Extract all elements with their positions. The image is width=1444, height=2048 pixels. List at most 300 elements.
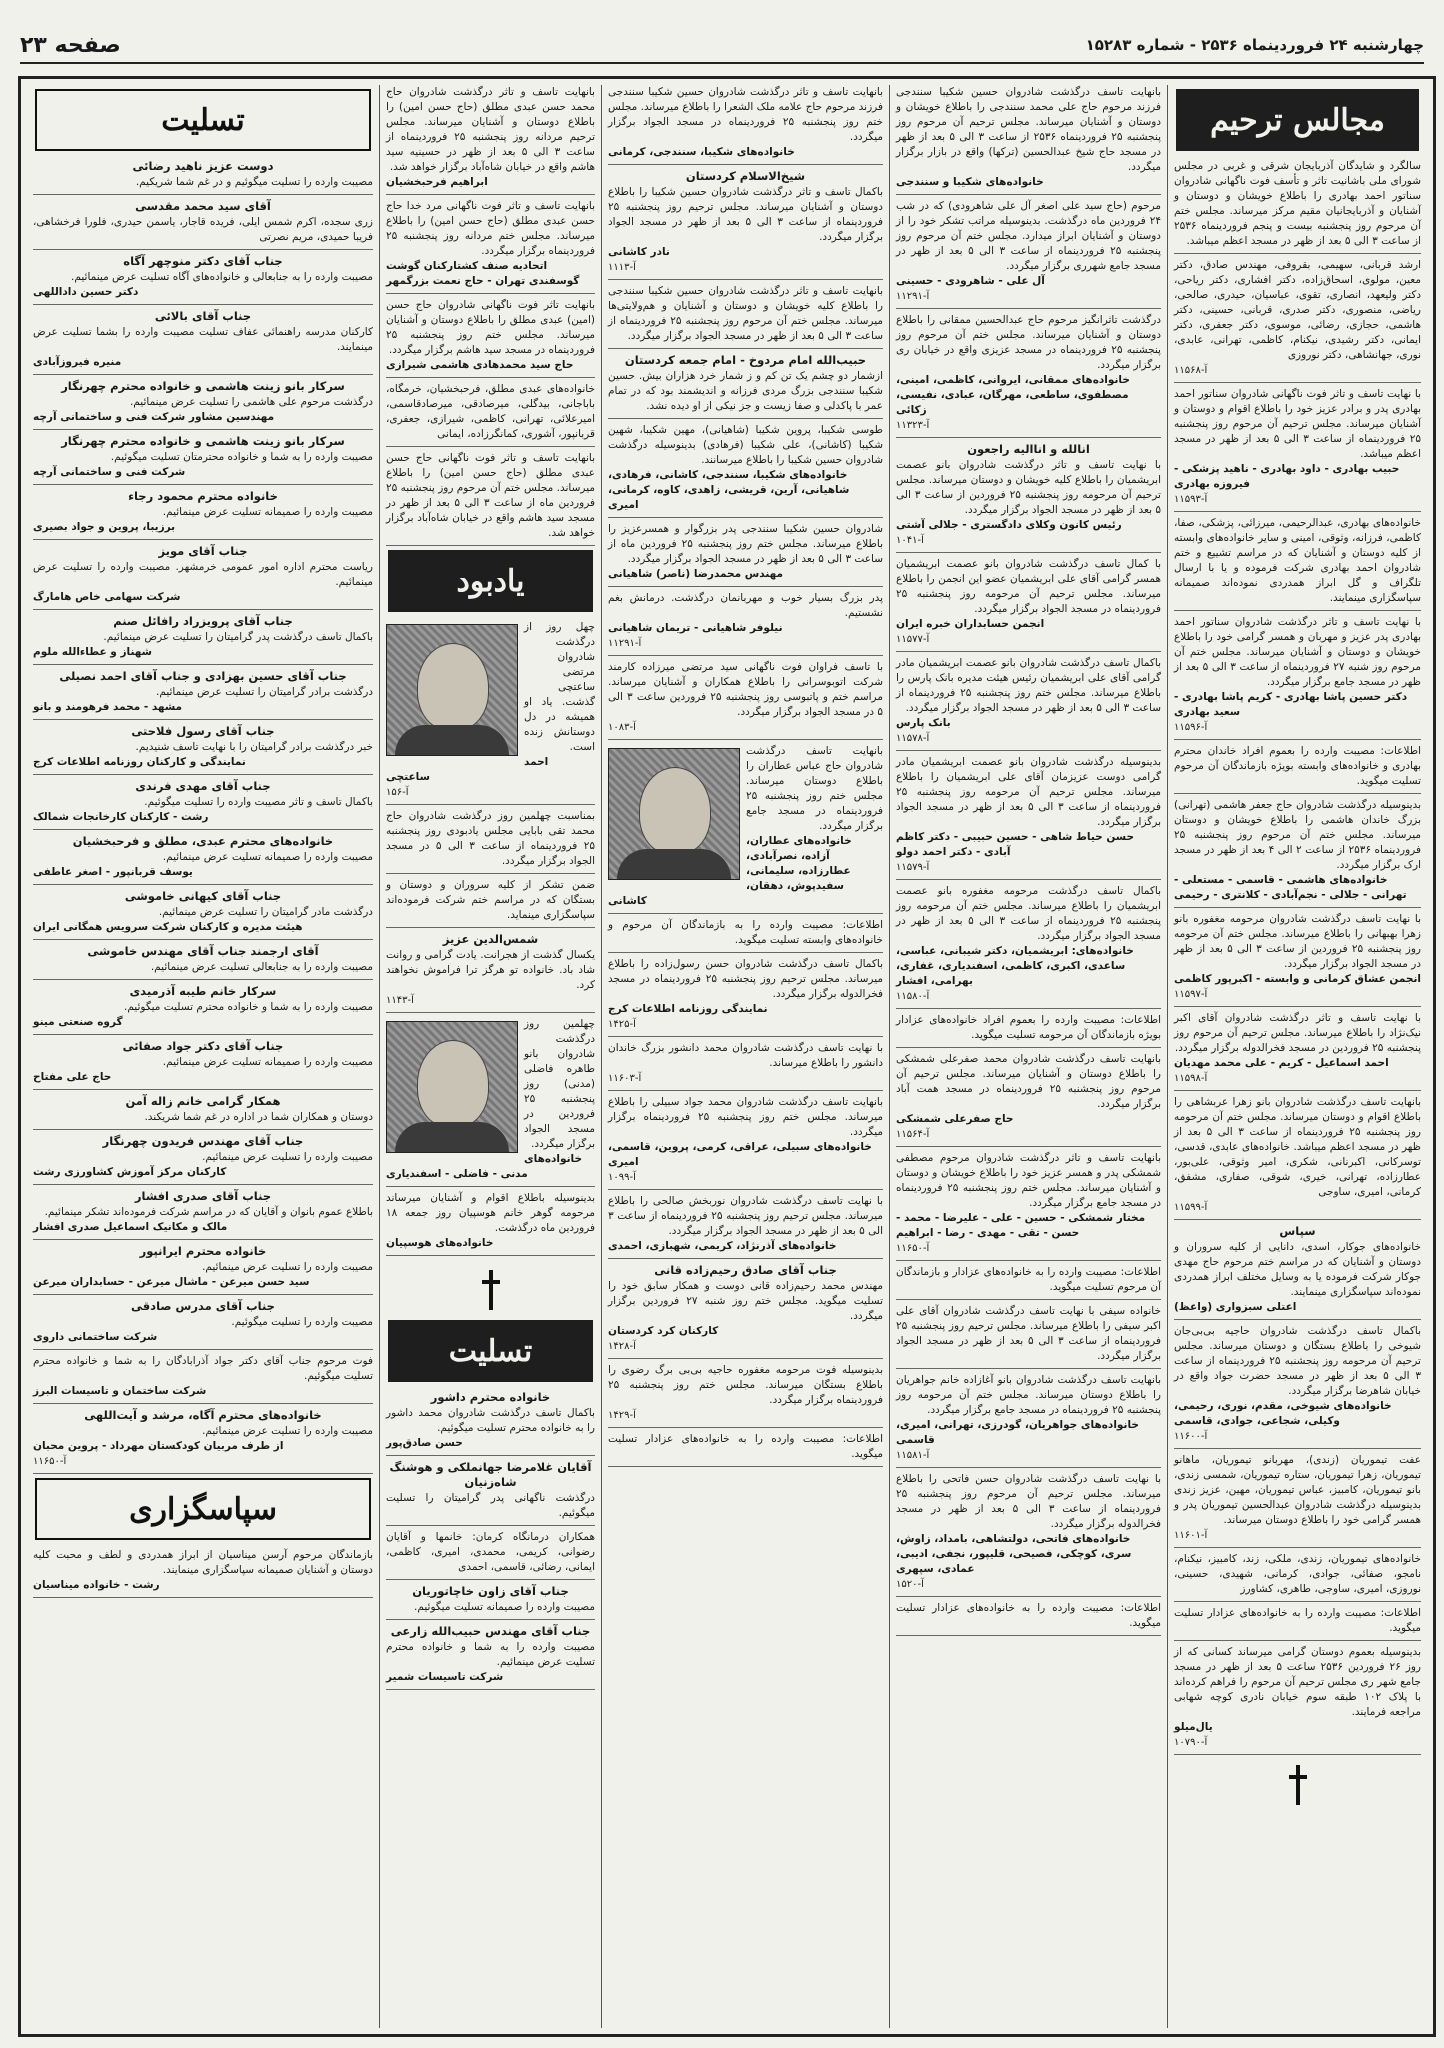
notice-body: بانهایت تاسف و تاثر درگذشت شادروان حسین شکیبا سنندجی را باطلاع کلیه خویشان و دوستان و آشنایان و هم‌ولایتی‌ها میرساند. مجلس ختم آن مرحوم روز پنجشنبه ۲۵ فروردینماه از ساعت ۳ الی ۵ بعد از ظهر در مسجد الجواد برگزار میگردد. <box>608 285 883 342</box>
notice-body: بانهایت تاسف درگذشت شادروان محمد جواد سبیلی را باطلاع میرساند. مجلس ختم روز پنجشنبه ۲۵ فروردینماه برگزار میگردد. <box>608 1096 883 1138</box>
notice-signature: رئیس کانون وکلای دادگستری - جلالی آشتی <box>896 519 1122 531</box>
notice-signature: رشت - کارکنان کارخانجات شمالک <box>33 811 209 823</box>
notice-body: درگذشت ناگهانی پدر گرامیتان را تسلیت میگوئیم. <box>386 1492 595 1519</box>
notice <box>33 489 373 540</box>
notice <box>33 779 373 830</box>
banner-majales: مجالس ترحیم <box>1176 89 1419 151</box>
notice-signature: گروه صنعتی مینو <box>33 1016 123 1028</box>
notice <box>386 85 595 195</box>
notice <box>608 169 883 280</box>
notice-body: مصیبت وارده را به جنابعالی تسلیت عرض مینمائیم. <box>150 961 373 973</box>
yadbood-photo-2 <box>386 1021 518 1153</box>
notice-body: دوستان و همکاران شما در اداره در غم شما شریکند. <box>144 1111 373 1123</box>
notice <box>896 884 1161 1009</box>
notice-body: درگذشت مادر گرامیتان را تسلیت عرض مینمائیم. <box>158 906 373 918</box>
notice <box>33 1244 373 1295</box>
notice <box>608 522 883 587</box>
notice-body: بانهایت تاسف درگذشت شادروان محمد صفرعلی شمشکی را باطلاع دوستان و آشنایان میرساند. مجلس ترحیم آن مرحوم روز پنجشنبه ۲۵ فروردینماه در مسجد همت آباد برگزار میگردد. <box>896 1053 1162 1110</box>
notice-signature: یال‌میلو <box>1174 1721 1213 1733</box>
notice-body: مصیبت وارده را تسلیت عرض مینمائیم. <box>202 1425 373 1437</box>
notice-body: خانواده‌های تیموریان، زندی، ملکی، زند، کامبیز، نیکنام، نامجو، صفائی، جوادی، کرمانی، شهیدی، حسینی، نوروزی، امیری، ساوجی، طاهری، کشاورز <box>1174 1553 1421 1595</box>
notice-code: آ-۱۴۲۹ <box>608 1410 636 1421</box>
notice-code: آ-۱۱۵۷۹ <box>896 862 930 873</box>
notice-code: آ-۱۱۵۹۳ <box>1174 494 1208 505</box>
photo-face <box>417 643 489 731</box>
notice-signature: مشهد - محمد فرهومند و بانو <box>33 701 183 713</box>
notice-title: همکار گرامی خانم زاله آمن <box>125 1094 281 1108</box>
notice-title: جناب آقای مهندس فریدون چهرنگار <box>102 1134 304 1148</box>
notice-signature: حبیب بهادری - داود بهادری - ناهید پزشکی - فیروزه بهادری <box>1174 463 1400 490</box>
notice <box>386 298 595 378</box>
notice-signature: خانواده‌های سبیلی، عراقی، کرمی، پروین، قاسمی، امیری <box>608 1141 872 1168</box>
notice-code: آ-۱۱۶۵۰ <box>33 1456 67 1467</box>
notice <box>896 1601 1161 1636</box>
notice-code: آ-۱۱۶۵۰ <box>896 1243 930 1254</box>
notice-title: جناب آقای زاون خاچاتوریان <box>412 1584 569 1598</box>
notice-body: شادروان حسین شکیبا سنندجی پدر بزرگوار و همسرعزیز را باطلاع میرساند. مجلس ختم روز پنجشنبه ۲۵ فروردین ماه از ساعت ۳ الی ۵ بعد از ظهر در مسجد الجواد برگزار میگردد. <box>608 523 884 565</box>
notice-body: مرحوم (حاج سید علی اصغر آل علی شاهرودی) که در شب ۲۴ فروردین ماه درگذشت. بدینوسیله مراتب تشکر خود را از دوستان و آشنایان ابراز میدارد. مجلس ختم آن مرحوم روز پنجشنبه ۲۵ فروردینماه از ساعت ۳ الی ۵ بعد از ظهر در مسجد جامع شهرری برگزار میگردد. <box>896 200 1162 272</box>
notice-body: ازشمار دو چشم یک تن کم و ز شمار خرد هزاران بیش. حسین شکیبا سنندجی بزرگ مردی فرزانه و اندیشمند بود که در تمام عمر با پاکدلی و صفا زیست و جز نیکی از او دیده نشد. <box>608 370 883 412</box>
notice-signature: بانک پارس <box>896 717 951 729</box>
notice <box>608 353 883 419</box>
notice-body: بانهایت تاسف و تاثر فوت ناگهانی مرد خدا حاج حسن عبدی مطلق (حاج حسن امین) را باطلاع میرساند. مجلس ختم مردانه روز پنجشنبه ۲۵ فروردینماه برگزار میگردد. <box>386 200 595 257</box>
notice-code: آ-۱۱۱۳ <box>608 262 636 273</box>
notice-title: جناب آقای پرویزراد رافائل صنم <box>113 614 293 628</box>
notice <box>1174 387 1421 512</box>
notice-signature: از طرف مربیان کودکستان مهرداد - پروین محبان <box>33 1440 284 1452</box>
notice <box>1174 1224 1421 1320</box>
notice <box>896 1151 1161 1261</box>
notice-title: سرکار بانو زینت هاشمی و خانواده محترم چهرنگار <box>61 434 345 448</box>
notice-title: شمس‌الدین عزیز <box>442 932 539 946</box>
notice <box>608 1263 883 1359</box>
notice-title: جناب آقای رسول فلاحتی <box>131 724 275 738</box>
notice-title: شیخ‌الاسلام کردستان <box>685 169 806 183</box>
notice-title: سرکار بانو زینت هاشمی و خانواده محترم چهرنگار <box>61 379 345 393</box>
notice-signature: انجمن حسابداران خبره ایران <box>896 618 1045 630</box>
column-4-notices-bottom <box>386 1390 595 1690</box>
notice-signature: خانواده‌های شکیبا، سنندجی، کاشانی، فرهادی، شاهیانی، آرین، قریشی، زاهدی، کاوه، کرمانی، امیری <box>608 469 850 511</box>
notice-signature: خانواده‌های شکیبا و سنندجی <box>896 176 1044 188</box>
notice <box>608 660 883 740</box>
notice-body: بازماندگان مرحوم آرسن میناسیان از ابراز همدردی و لطف و محبت کلیه دوستان و آشنایان صمیمانه سپاسگزاری مینمایند. <box>33 1549 373 1576</box>
notice-signature: مهندس محمدرضا (ناصر) شاهیانی <box>608 568 784 580</box>
notice <box>896 755 1161 880</box>
notice-signature: خانواده‌های جواهریان، گودرزی، تهرانی، امیری، قاسمی <box>896 1419 1139 1446</box>
notice <box>33 834 373 885</box>
notice-body: خبر درگذشت برادر گرامیتان را با نهایت تاسف شنیدیم. <box>135 741 373 753</box>
notice-body: درگذشت برادر گرامیتان را تسلیت عرض مینمائیم. <box>156 686 373 698</box>
column-3-notices-top <box>608 85 883 740</box>
notice-signature: سید حسن میرعن - ماشال میرعن - حسابداران میرعن <box>33 1276 310 1288</box>
notice-body: خانواده‌های بهادری، عبدالرحیمی، میرزائی، پزشکی، صفا، کاظمی، فرزانه، وثوقی، امینی و سایر خانواده‌های وابسته از کلیه دوستان و آشنایان که در مراسم تشییع و ختم شادروان احمد بهادری شرکت فرموده و یا با ارسال تلگراف و گل ابراز همدردی نموده‌اند صمیمانه سپاسگزاری مینمایند. <box>1174 517 1421 604</box>
notice-body: بانهایت تاسف و تاثر درگذشت شادروان حاج محمد حسن عبدی مطلق (حاج حسن امین) را باطلاع دوستان و آشنایان میرساند. مجلس ترحیم مردانه روز پنجشنبه ۲۵ فروردینماه از ساعت ۳ الی ۵ بعد از ظهر در حسینیه سید هاشم واقع در خیابان شاه‌آباد برگزار خواهد شد. <box>386 86 595 173</box>
notice-code: آ-۱۱۶۰۰ <box>1174 1431 1208 1442</box>
notice-signature: کارکنان کرد کردستان <box>608 1325 719 1337</box>
notice-code: آ-۱۱۵۹۶ <box>1174 722 1208 733</box>
notice-body: بانهایت تاسف درگذشت شادروان بانو آغازاده خانم جواهریان را باطلاع دوستان میرساند. مجلس ختم آن مرحومه روز پنجشنبه ۲۵ فروردینماه در مسجد جامع برگزار میگردد. <box>896 1374 1161 1416</box>
notice-code: آ-۱۱۵۹۷ <box>1174 989 1208 1000</box>
notice-title: خانواده‌های محترم آگاه، مرشد و آیت‌اللهی <box>84 1408 322 1422</box>
notice <box>33 614 373 665</box>
notice <box>33 1408 373 1474</box>
notice <box>33 309 373 375</box>
notice-title: دوست عزیز ناهید رضائی <box>132 159 274 173</box>
notice-signature: شرکت ساختمانی داروی <box>33 1331 158 1343</box>
notice-signature: مالک و مکانیک اسماعیل صدری افشار <box>33 1221 228 1233</box>
notice-body: بانهایت تاثر فوت ناگهانی شادروان حاج حسن (امین) عبدی مطلق را باطلاع دوستان و آشنایان میرساند. مجلس ختم روز پنجشنبه ۲۵ فروردینماه در مسجد سید هاشم برگزار میگردد. <box>386 299 595 356</box>
notice-body: باکمال تاسف درگذشت مرحومه مغفوره بانو عصمت ابریشمیان را باطلاع میرساند. مجلس ختم آن مرحومه روز پنجشنبه ۲۵ فروردینماه از ساعت ۳ الی ۵ بعد از ظهر در مسجد الجواد برگزار میگردد. <box>896 885 1162 942</box>
notice-body: اطلاعات: مصیبت وارده را به خانواده‌های عزادار و بازماندگان آن مرحوم تسلیت میگوید. <box>896 1266 1161 1293</box>
notice <box>33 1039 373 1090</box>
notice-signature: خانواده‌های آذرنژاد، کریمی، شهبازی، احمدی <box>608 1240 837 1252</box>
notice-title: جناب آقای مدرس صادقی <box>131 1299 275 1313</box>
notice-body: ارشد قربانی، سهیمی، بقروفی، مهندس صادق، دکتر معین، مولوی، اسحاق‌زاده، دکتر افشاری، دکتر ریاحی، دکتر ولیعهد، انصاری، تقوی، عباسیان، حیدری، صالحی، ریاضی، منصوری، دکتر صدری، قربانی، حسینی، دکتر هاشمی، حجازی، رضائی، موسوی، دکتر جعفری، دکتر ایمانی، دکتر رشیدی، نیکنام، کاظمی، تهرانی، عابدی، نوری، جهانشاهی، دکتر نوروزی <box>1174 259 1421 361</box>
notice <box>896 557 1161 652</box>
notice <box>33 254 373 305</box>
notice-signature: خانواده‌های شیوخی، مقدم، نوری، رحیمی، وکیلی، شجاعی، جوادی، قاسمی <box>1174 1400 1392 1427</box>
portrait-photo <box>608 748 740 880</box>
notice-body: باکمال تاسف درگذشت پدر گرامیتان را تسلیت عرض مینمائیم. <box>103 631 373 643</box>
notice <box>386 1624 595 1690</box>
notice <box>1174 258 1421 383</box>
notice <box>896 1265 1161 1300</box>
notice-body: بانهایت تاسف و تاثر درگذشت شادروان مرحوم مصطفی شمشکی پدر و همسر عزیز خود را باطلاع خویشان و دوستان و آشنایان میرساند. مجلس ختم روز پنجشنبه ۲۵ فروردینماه در مسجد جامع برگزار میگردد. <box>896 1152 1161 1209</box>
notice-body: بدینوسیله باطلاع اقوام و آشنایان میرساند مرحومه گوهر خانم هوسپیان روز جمعه ۱۸ فروردین ماه درگذشت. <box>386 1192 595 1234</box>
notice-body: مصیبت وارده را صمیمانه تسلیت عرض مینمائیم. <box>162 1056 373 1068</box>
notice-body: باکمال تاسف درگذشت شادروان حاجیه بی‌بی‌جان شیوخی را باطلاع بستگان و دوستان میرساند. مجلس ترحیم آن مرحومه روز پنجشنبه ۲۵ فروردینماه از ساعت ۳ الی ۵ بعد از ظهر در مسجد حضرت جواد واقع در خیابان شاهرضا برگزار میگردد. <box>1174 1325 1421 1397</box>
notice <box>33 544 373 610</box>
notice-body: بدینوسیله بعموم دوستان گرامی میرساند کسانی که از روز ۲۶ فروردین ۲۵۳۶ ساعت ۵ بعد از ظهر در مسجد جامع شهر ری مجلس ترحیم آن مرحوم را فراهم کرده‌اند با پلاک ۱۰۲ طبقه سوم خیابان نادری کوچه شهابی مراجعه فرمایند. <box>1174 1646 1421 1718</box>
notice-signature: خانواده‌های هاشمی - قاسمی - مستعلی - تهرانی - جلالی - نجم‌آبادی - کلانتری - رحیمی <box>1174 874 1407 901</box>
notice-code: آ-۱۰۸۳ <box>608 722 636 733</box>
notice <box>33 724 373 775</box>
notice <box>1174 1324 1421 1449</box>
notice-title: جناب آقای صدری افشار <box>134 1189 272 1203</box>
notice <box>386 809 595 874</box>
notice-body: خانواده‌های عبدی مطلق، فرحبخشیان، خرمگاه، باباجانی، بیدگلی، میرصادقی، میرصادقاسمی، امیرعلائی، تهرانی، کاظمی، شیرازی، جعفری، قربانپور، آشوری، کمانگرزاده، ایمانی <box>386 383 595 440</box>
notice <box>386 932 595 1013</box>
notice-title: جناب آقای بالائی <box>154 309 252 323</box>
notice-signature: حاج علی مفتاح <box>33 1071 112 1083</box>
notice-title: خانواده‌های محترم عبدی، مطلق و فرحبخشیان <box>72 834 334 848</box>
notice <box>608 1363 883 1428</box>
notice <box>1174 744 1421 794</box>
notice-body: بدینوسیله درگذشت شادروان حاج جعفر هاشمی (تهرانی) بزرگ خاندان هاشمی را باطلاع خویشان و دوستان میرساند. مجلس ختم آن مرحوم روز پنجشنبه ۲۵ فروردینماه ۲۵۳۶ از ساعت ۲ الی ۴ بعد از ظهر در مسجد ارک برگزار میگردد. <box>1174 799 1421 871</box>
notice-signature: نمایندگی و کارکنان روزنامه اطلاعات کرج <box>33 756 246 768</box>
column-5-notices-bottom <box>33 1548 373 1598</box>
notice-signature: ابراهیم فرحبخشیان <box>386 176 488 188</box>
notice-body: اطلاعات: مصیبت وارده را به خانواده‌های عزادار تسلیت میگوید. <box>608 1433 883 1460</box>
notice <box>896 199 1161 309</box>
notice-body: باکمال تاسف و تاثر مصیبت وارده را تسلیت میگوئیم. <box>144 796 373 808</box>
notice-signature: شرکت فنی و ساختمانی آرچه <box>33 466 186 478</box>
notice <box>33 944 373 980</box>
notice-body: بانهایت تاسف درگذشت شادروان حاج عباس عطاران را باطلاع دوستان میرساند. مجلس ختم روز پنجشنبه ۲۵ فروردینماه در مسجد جامع برگزار میگردد. <box>746 745 883 832</box>
notice-signature: احمد اسماعیل - کریم - علی محمد مهدیان <box>1174 1057 1389 1069</box>
notice-body: اطلاعات: مصیبت وارده را به بازماندگان آن مرحوم و خانواده‌های وابسته تسلیت میگوید. <box>608 919 883 946</box>
notice-signature: نیلوفر شاهیانی - تریمان شاهیانی <box>608 622 783 634</box>
banner-tasliat-top: تسلیت <box>35 89 371 151</box>
notice-title: آقایان غلامرضا جهانملکی و هوشنگ شاه‌زنیان <box>389 1460 592 1489</box>
yadbood-photo-1 <box>386 624 518 756</box>
notice-signature: مهندسین مشاور شرکت فنی و ساختمانی آرچه <box>33 411 275 423</box>
notice <box>33 1354 373 1404</box>
notice-code: آ-۱۱۶۰۳ <box>608 1073 642 1084</box>
notice-body: مصیبت وارده را به شما و خانواده محترم تسلیت عرض مینمائیم. <box>386 1641 595 1668</box>
notice-title: جناب آقای دکتر جواد صفائی <box>122 1039 284 1053</box>
notice-body: درگذشت مرحوم علی هاشمی را تسلیت عرض مینمائیم. <box>129 396 373 408</box>
notice <box>608 1432 883 1467</box>
notice-signature: خانواده‌های شکیبا، سنندجی، کرمانی <box>608 146 795 158</box>
notice <box>608 1041 883 1091</box>
page-header <box>20 28 1424 64</box>
notice-body: باکمال تاسف و تاثر درگذشت شادروان حسین شکیبا را باطلاع دوستان و آشنایان میرساند. مجلس ترحیم روز پنجشنبه ۲۵ فروردینماه از ساعت ۳ الی ۵ بعد از ظهر در مسجد الجواد برگزار میگردد. <box>608 186 883 243</box>
notice <box>608 1095 883 1190</box>
notice-body: چهلمین روز درگذشت شادروان بانو طاهره فاضلی (مدنی) روز پنجشنبه ۲۵ فروردین در مسجد الجواد برگزار میگردد. <box>524 1018 595 1150</box>
notice-code: آ-۱۱۵۶۴ <box>896 1129 930 1140</box>
notice <box>386 1191 595 1256</box>
notice <box>1174 912 1421 1007</box>
notice <box>33 379 373 430</box>
notice-body: اطلاعات: مصیبت وارده را به خانواده‌های عزادار تسلیت میگوید. <box>1174 1607 1421 1634</box>
banner-sepasgozari: سپاسگزاری <box>35 1478 371 1540</box>
page-number: صفحه ۲۳ <box>20 32 121 58</box>
notice <box>1174 798 1421 908</box>
notice-code: آ-۱۱۵۶۸ <box>1174 365 1208 376</box>
notice-code: آ-۱۱۵۸۰ <box>896 991 930 1002</box>
notice-body: بانهایت تاسف درگذشت شادروان حسین شکیبا سنندجی فرزند مرحوم حاج علی محمد سنندجی را باطلاع خویشان و دوستان و آشنایان میرساند. مجلس ترحیم آن مرحوم روز پنجشنبه ۲۵ فروردینماه ۲۵۳۶ از ساعت ۳ الی ۵ بعد از ظهر در مسجد حاج شیخ عبدالحسین (ترکها) واقع در بازار برگزار میگردد. <box>896 86 1162 173</box>
notice-body: همکاران درمانگاه کرمان: خانمها و آقایان رضوانی، کریمی، محمدی، امیری، کاظمی، ایمانی، رضائی، قاسمی، احمدی <box>386 1531 595 1573</box>
notice <box>896 1304 1161 1369</box>
notice-signature: شرکت سهامی خاص هامارگ <box>33 591 181 603</box>
notice-signature: برزیبا، پروین و جواد بصیری <box>33 521 176 533</box>
notice-body: پدر بزرگ بسیار خوب و مهربانمان درگذشت. درمانش بغم نشستیم. <box>608 592 883 619</box>
notice-code: آ-۱۱۵۹۸ <box>1174 1073 1208 1084</box>
notice-signature: شرکت تاسیسات شمیر <box>386 1671 504 1683</box>
notice-signature: خانواده‌های مدنی - فاضلی - اسفندیاری <box>386 1153 583 1180</box>
column-2 <box>889 85 1167 2028</box>
notice <box>386 451 595 546</box>
cross-icon <box>1289 1765 1307 1805</box>
notice-body: چهل روز از درگذشت شادروان مرتضی ساعتچی گذشت. یاد او همیشه در دل دوستانش زنده است. <box>524 621 595 753</box>
notice-signature: خانواده‌های: ابریشمیان، دکتر شیبانی، عباسی، ساعدی، اکبری، کاظمی، اسفندیاری، غفاری، بهرامی، افشار <box>896 945 1134 987</box>
notice-code: آ-۱۰۹۹ <box>608 1172 636 1183</box>
notice-body: مصیبت وارده را تسلیت عرض مینمائیم. <box>202 1261 373 1273</box>
notice-title: سرکار خانم طیبه آذرمیدی <box>129 984 277 998</box>
notice-title: جناب آقای صادق رحیم‌زاده قانی <box>654 1263 837 1277</box>
banner-yadbood: یادبود <box>388 550 593 612</box>
notice <box>896 1052 1161 1147</box>
notice-code: آ-۱۰۴۱ <box>896 535 924 546</box>
notice-body: طوسی شکیبا، پروین شکیبا (شاهیانی)، مهین شکیبا، شهین شکیبا (کاشانی)، علی شکیبا (فرهادی) بدینوسیله درگذشت شادروان حسین شکیبا را باطلاع میرسانند. <box>608 424 883 466</box>
notice-body: خانواده سیفی با نهایت تاسف درگذشت شادروان آقای علی اکبر سیفی را باطلاع میرساند. مجلس ترحیم روز پنجشنبه ۲۵ فروردینماه از ساعت ۳ الی ۵ بعد از ظهر در مسجد الجواد برگزار میگردد. <box>896 1305 1161 1362</box>
notice-body: بانهایت تاسف و تاثر درگذشت شادروان حسین شکیبا سنندجی فرزند مرحوم حاج علامه ملک الشعرا را باطلاع میرساند. مجلس ختم روز پنجشنبه ۲۵ فروردینماه در مسجد الجواد برگزار میگردد. <box>608 86 883 143</box>
notice-body: با نهایت تاسف درگذشت شادروان مرحومه مغفوره بانو زهرا بهبهانی را باطلاع میرساند. مجلس ختم آن مرحومه روز پنجشنبه ۲۵ فروردین از ساعت ۳ الی ۵ بعد از ظهر در مسجد الجواد برگزار میگردد. <box>1174 913 1421 970</box>
notice <box>608 591 883 656</box>
notice <box>33 434 373 485</box>
notice-body: اطلاعات: مصیبت وارده را بعموم افراد خانواده‌های عزادار بویژه بازماندگان آن مرحومه تسلیت میگوید. <box>896 1014 1161 1041</box>
notice-title: جناب آقای مویز <box>158 544 248 558</box>
notice <box>1174 615 1421 740</box>
notice <box>386 1460 595 1526</box>
notice-body: اطلاعات: مصیبت وارده را بعموم افراد خاندان محترم بهادری و خانواده‌های وابسته بویژه بازماندگان آن مرحوم تسلیت میگوید. <box>1174 745 1421 787</box>
notice-body: بانهایت تاسف درگذشت شادروان بانو زهرا عربشاهی را باطلاع اقوام و دوستان میرساند. مجلس ختم آن مرحومه روز پنجشنبه ۲۵ فروردینماه از ساعت ۳ الی ۵ بعد از ظهر در مسجد اعظم میباشد. خانواده‌های عابدی، قدسی، توسرکانی، اکبرنانی، شکری، امیر وثوقی، علی‌بور، عطارزاده، تهرانی، خیری، شوقی، صفاری، مشفق، کرمانی، امیری، ساوجی <box>1174 1096 1422 1198</box>
notice-code: آ-۱۱۵۷۷ <box>896 634 930 645</box>
notice-code: آ-۱۱۵۸۱ <box>896 1450 930 1461</box>
notice-body: اطلاعات: مصیبت وارده را به خانواده‌های عزادار تسلیت میگوید. <box>896 1602 1161 1629</box>
notice-code: آ-۱۴۲۸ <box>608 1341 636 1352</box>
notice-signature: رشت - خانواده میناسیان <box>33 1579 160 1591</box>
notice <box>386 878 595 928</box>
cross-icon <box>482 1270 500 1310</box>
newspaper-page <box>18 76 1436 2037</box>
notice-body: باطلاع عموم بانوان و آقایان که در مراسم شرکت فرموده‌اند تشکر مینمائیم. <box>44 1206 373 1218</box>
notice-code: آ-۱۱۲۹۱ <box>608 638 642 649</box>
notice-signature: مختار شمشکی - حسین - علی - علیرضا - محمد - حسن - تقی - مهدی - رضا - ابراهیم <box>896 1212 1146 1239</box>
notice <box>608 284 883 349</box>
notice-body: فوت مرحوم جناب آقای دکتر جواد آذرابادگان را به شما و خانواده محترم تسلیت میگوئیم. <box>33 1355 373 1382</box>
notice-body: با نهایت تاسف درگذشت شادروان نوربخش صالحی را باطلاع میرساند. مجلس ترحیم روز پنجشنبه ۲۵ فروردینماه از ساعت ۳ الی ۵ بعد از ظهر در مسجد الجواد برگزار میگردد. <box>608 1195 884 1237</box>
notice-title: خانواده محترم محمود رجاء <box>128 489 278 503</box>
notice-body: درگذشت تاثرانگیز مرحوم حاج عبدالحسین ممقانی را باطلاع دوستان و آشنایان میرساند. مجلس ختم آن مرحوم روز پنجشنبه ۲۵ فروردینماه در مسجد عزیزی واقع در خیابان ری برگزار میگردد. <box>896 314 1161 371</box>
notice-signature: دکتر حسین پاشا بهادری - کریم پاشا بهادری - سعید بهادری <box>1174 691 1408 718</box>
notice-signature: خانواده‌های عطاران، آزاده، نصرآبادی، عطارزاده، سلیمانی، سفیدپوش، دهقان، کاشانی <box>608 835 852 907</box>
notice-title: خانواده محترم داشور <box>430 1390 551 1404</box>
column-4-notices-top <box>386 85 595 546</box>
notice-body: سالگرد و شایدگان آذربایجان شرقی و غربی در مجلس شورای ملی باشانیت تاثر و تأسف فوت ناگهانی شادروان سناتور احمد بهادری را باطلاع خویشان و دوستان و آشنایان و آذربایجانیان مقیم مرکز میرساند. مجلس ختم آن مرحوم روز پنجشنبه بیست و پنجم فروردینماه ۲۵۳۶ از ساعت ۳ الی ۵ بعد از ظهر در مسجد اعظم میباشد. <box>1174 160 1421 247</box>
notice-body: با نهایت تاسف درگذشت شادروان حسن فاتحی را باطلاع میرساند. مجلس ترحیم آن مرحوم روز پنجشنبه ۲۵ فروردینماه از ساعت ۳ الی ۵ بعد از ظهر در مسجد فخرالدوله برگزار میگردد. <box>896 1473 1161 1530</box>
notice-signature: حاج سید محمدهادی هاشمی شیرازی <box>386 359 574 371</box>
notice <box>608 918 883 953</box>
notice-body: باکمال تاسف درگذشت شادروان حسن رسول‌زاده را باطلاع میرساند. مجلس ترحیم روز پنجشنبه ۲۵ فروردینماه در مسجد فخرالدوله برگزار میگردد. <box>608 958 884 1000</box>
notice-signature: اتحادیه صنف کشتارکنان گوشت گوسفندی تهران - حاج نعمت بزرگمهر <box>386 260 580 287</box>
notice <box>33 889 373 940</box>
notice-body: زری سجده، اکرم شمس ایلی، فریده قاجار، یاسمن حیدری، فلورا فرخشاهی، فریبا حمیدی، مریم نصرتی <box>33 216 373 243</box>
notice <box>1174 1552 1421 1602</box>
notice <box>1174 159 1421 254</box>
notice-title: آقای سید محمد مقدسی <box>135 199 271 213</box>
notice-title: انالله و اناالیه راجعون <box>967 442 1090 456</box>
notice-signature: احمد ساعتچی <box>386 756 549 783</box>
notice-code: آ-۱۰۷۹۰ <box>1174 1737 1208 1748</box>
notice-body: مهندس محمد رحیم‌زاده قانی دوست و همکار سابق خود را تسلیت میگوید. مجلس ختم روز شنبه ۲۷ فروردین برگزار میگردد. <box>608 1280 883 1322</box>
notice-code: آ-۱۱۳۲۳ <box>896 420 930 431</box>
notice-signature: خانواده‌های فاتحی، دولتشاهی، بامداد، زاوش، سری، کوچکی، فصیحی، قلیپور، نجفی، ادیبی، عمادی، سپهری <box>896 1533 1132 1575</box>
photo-shoulders <box>617 849 731 879</box>
notice-body: مصیبت وارده را به شما و خانواده محترمتان تسلیت میگوئیم. <box>110 451 373 463</box>
notice-title: سپاس <box>1279 1224 1316 1238</box>
notice-body: بمناسبت چهلمین روز درگذشت شادروان حاج محمد تقی بابایی مجلس یادبودی روز پنجشنبه ۲۵ فروردینماه از ساعت ۳ الی ۵ در مسجد الجواد برگزار میگردد. <box>386 810 596 867</box>
notice-body: مصیبت وارده را به شما و خانواده محترم تسلیت میگوئیم. <box>123 1001 373 1013</box>
column-1 <box>1167 85 1427 2028</box>
notice <box>896 1373 1161 1468</box>
notice <box>33 1299 373 1350</box>
notice-title: جناب آقای کیهانی خاموشی <box>124 889 282 903</box>
notice-title: جناب آقای مهدی فرندی <box>135 779 271 793</box>
notice-signature: منیره فیروزآبادی <box>33 356 122 368</box>
notice-signature: شرکت ساختمان و تاسیسات البرز <box>33 1385 207 1397</box>
notice-body: ضمن تشکر از کلیه سروران و دوستان و بستگان که در مراسم ختم شرکت فرموده‌اند سپاسگزاری مینماید. <box>386 879 595 921</box>
notice <box>386 199 595 294</box>
notice <box>608 957 883 1037</box>
notice <box>33 159 373 195</box>
notice-body: با نهایت تاسف درگذشت شادروان محمد دانشور بزرگ خاندان دانشور را باطلاع میرساند. <box>608 1042 883 1069</box>
notice <box>386 1530 595 1580</box>
notice-body: مصیبت وارده را تسلیت میگوئیم و در غم شما شریکیم. <box>135 176 373 188</box>
notice-signature: دکتر حسین داداللهی <box>33 286 139 298</box>
notice-body: بانهایت تاسف و تاثر فوت ناگهانی حاج حسن عبدی مطلق (حاج حسن امین) را باطلاع میرساند. مجلس ختم آن مرحوم روز پنجشنبه ۲۵ فروردین ماه از ساعت ۳ الی ۵ بعد از ظهر در مسجد سید هاشم واقع در خیابان شاه‌آباد برگزار خواهد شد. <box>386 452 596 539</box>
notice-signature: خانواده‌های هوسپیان <box>386 1237 494 1249</box>
notice-code: آ-۱۵۶ <box>386 787 409 798</box>
notice-code: آ-۱۱۲۹۱ <box>896 291 930 302</box>
column-5 <box>27 85 379 2028</box>
notice <box>896 313 1161 438</box>
notice-body: مصیبت وارده را صمیمانه تسلیت عرض مینمائیم. <box>162 506 373 518</box>
notice <box>896 1013 1161 1048</box>
notice <box>896 442 1161 553</box>
notice-body: مصیبت وارده را به جنابعالی و خانواده‌های آگاه تسلیت عرض مینمائیم. <box>71 271 373 283</box>
issue-line: چهارشنبه ۲۴ فروردینماه ۲۵۳۶ - شماره ۱۵۲۸۳ <box>1085 36 1424 54</box>
notice-body: یکسال گذشت از هجرانت. یادت گرامی و روانت شاد باد. خانواده تو هرگز ترا فراموش نخواهند کرد. <box>386 949 595 991</box>
notice-signature: کارکنان مرکز آموزش کشاورزی رشت <box>33 1166 227 1178</box>
notice-code: آ-۱۴۲۵ <box>608 1019 636 1030</box>
notice <box>33 669 373 720</box>
notice-code: آ-۱۵۲۰ <box>896 1579 924 1590</box>
banner-tasliat-mid: تسلیت <box>388 1320 593 1382</box>
notice-body: عفت تیموریان (زندی)، مهربانو تیموریان، ماهانو تیموریان، زهرا تیموریان، ستاره تیموریان، شمسی زندی، بانو تیموریان، کامبیز، عباس تیموریان، مهین، عزیز زندی بدینوسیله درگذشت شادروان عبدالحسین تیموریان پدر و همسر گرامی خود را باطلاع دوستان میرساند. <box>1174 1454 1421 1526</box>
notice-body: با نهایت تاسف و تاثر فوت ناگهانی شادروان سناتور احمد بهادری پدر و برادر عزیز خود را باطلاع اقوام و دوستان و آشنایان میرساند. مجلس ترحیم آن مرحوم روز پنجشنبه ۲۵ فروردینماه از ساعت ۳ الی ۵ بعد از ظهر در مسجد اعظم میباشد. <box>1174 388 1421 460</box>
notice-title: حبیب‌الله امام مردوخ - امام جمعه کردستان <box>624 353 867 367</box>
notice <box>33 1548 373 1598</box>
notice-body: بدینوسیله درگذشت شادروان بانو عصمت ابریشمیان مادر گرامی دوست عزیزمان آقای علی ابریشمیان را باطلاع میرساند. مجلس ترحیم آن مرحومه روز پنجشنبه ۲۵ فروردینماه از ساعت ۳ الی ۵ بعد از ظهر در مسجد الجواد برگزار میگردد. <box>896 756 1161 828</box>
photo-face <box>639 767 711 855</box>
notice-body: با تاسف فراوان فوت ناگهانی سید مرتضی میرزاده کارمند شرکت اتوبوسرانی را باطلاع همکاران و آشنایان میرساند. مراسم ختم و پاتبوسی روز پنجشنبه ۲۵ فروردین ساعت ۳ الی ۵ در مسجد الجواد برگزار میگردد. <box>608 661 883 718</box>
notice-signature: حاج صفرعلی شمشکی <box>896 1113 1014 1125</box>
notice-title: آقای ارجمند جناب آقای مهندس خاموشی <box>87 944 319 958</box>
notice-body: بدینوسیله فوت مرحومه مغفوره حاجیه بی‌بی برگ رضوی را باطلاع بستگان میرساند. مجلس ختم روز پنجشنبه ۲۵ فروردینماه برگزار میگردد. <box>608 1364 883 1406</box>
notice-signature: انجمن عشاق کرمانی و وابسته - اکبرپور کاظمی <box>1173 973 1421 985</box>
notice-code: آ-۱۱۵۹۹ <box>1174 1202 1208 1213</box>
notice-body: مصیبت وارده را تسلیت عرض مینمائیم. <box>202 1151 373 1163</box>
notice-body: با کمال تاسف درگذشت شادروان بانو عصمت ابریشمیان همسر گرامی آقای علی ابریشمیان عضو این انجمن را باطلاع میرساند. مجلس ترحیم آن مرحومه روز پنجشنبه ۲۵ فروردینماه در مسجد الجواد برگزار میگردد. <box>896 558 1161 615</box>
column-1-notices <box>1174 159 1421 1755</box>
column-5-notices <box>33 159 373 1474</box>
notice <box>33 1189 373 1240</box>
notice <box>608 423 883 518</box>
notice <box>33 1134 373 1185</box>
notice-code: آ-۱۱۶۰۱ <box>1174 1530 1208 1541</box>
notice <box>386 1584 595 1620</box>
notice-body: مصیبت وارده را صمیمانه تسلیت عرض مینمائیم. <box>162 851 373 863</box>
notice-signature: هیئت مدیره و کارکنان شرکت سرویس همگانی ایران <box>33 921 303 933</box>
notice-signature: شهناز و عطاءالله ملوم <box>33 646 152 658</box>
notice-signature: خانواده‌های ممقانی، ایروانی، کاظمی، امینی، مصطفوی، ساطعی، مهرگان، عبادی، نفیسی، زکائی <box>896 374 1130 416</box>
notice-body: باکمال تاسف درگذشت شادروان محمد داشور را به خانواده محترم تسلیت میگوئیم. <box>386 1407 595 1434</box>
notice <box>1174 1011 1421 1091</box>
notice <box>608 1194 883 1259</box>
notice <box>1174 1095 1421 1220</box>
notice-body: با نهایت تاسف و تاثر درگذشت شادروان آقای اکبر نیک‌نژاد را باطلاع میرساند. مجلس ترحیم آن مرحوم روز پنجشنبه ۲۵ فروردین در مسجد فخرالدوله برگزار میگردد. <box>1174 1012 1421 1054</box>
notice-body: خانواده‌های جوکار، اسدی، دانایی از کلیه سروران و دوستان و آشنایان که در مراسم ختم مرحوم حاج مهدی جوکار شرکت فرموده یا به وسایل مختلف ابراز همدردی نموده‌اند سپاسگزاری مینمایند. <box>1174 1241 1421 1298</box>
notice-signature: اعتلی سبزواری (واعظ) <box>1174 1301 1297 1313</box>
photo-shoulders <box>395 725 509 755</box>
notice <box>33 984 373 1035</box>
notice <box>1174 1606 1421 1641</box>
notice-body: ریاست محترم اداره امور عمومی خرمشهر. مصیبت وارده را تسلیت عرض مینمائیم. <box>33 561 373 588</box>
photo-shoulders <box>395 1122 509 1152</box>
columns <box>27 85 1427 2028</box>
